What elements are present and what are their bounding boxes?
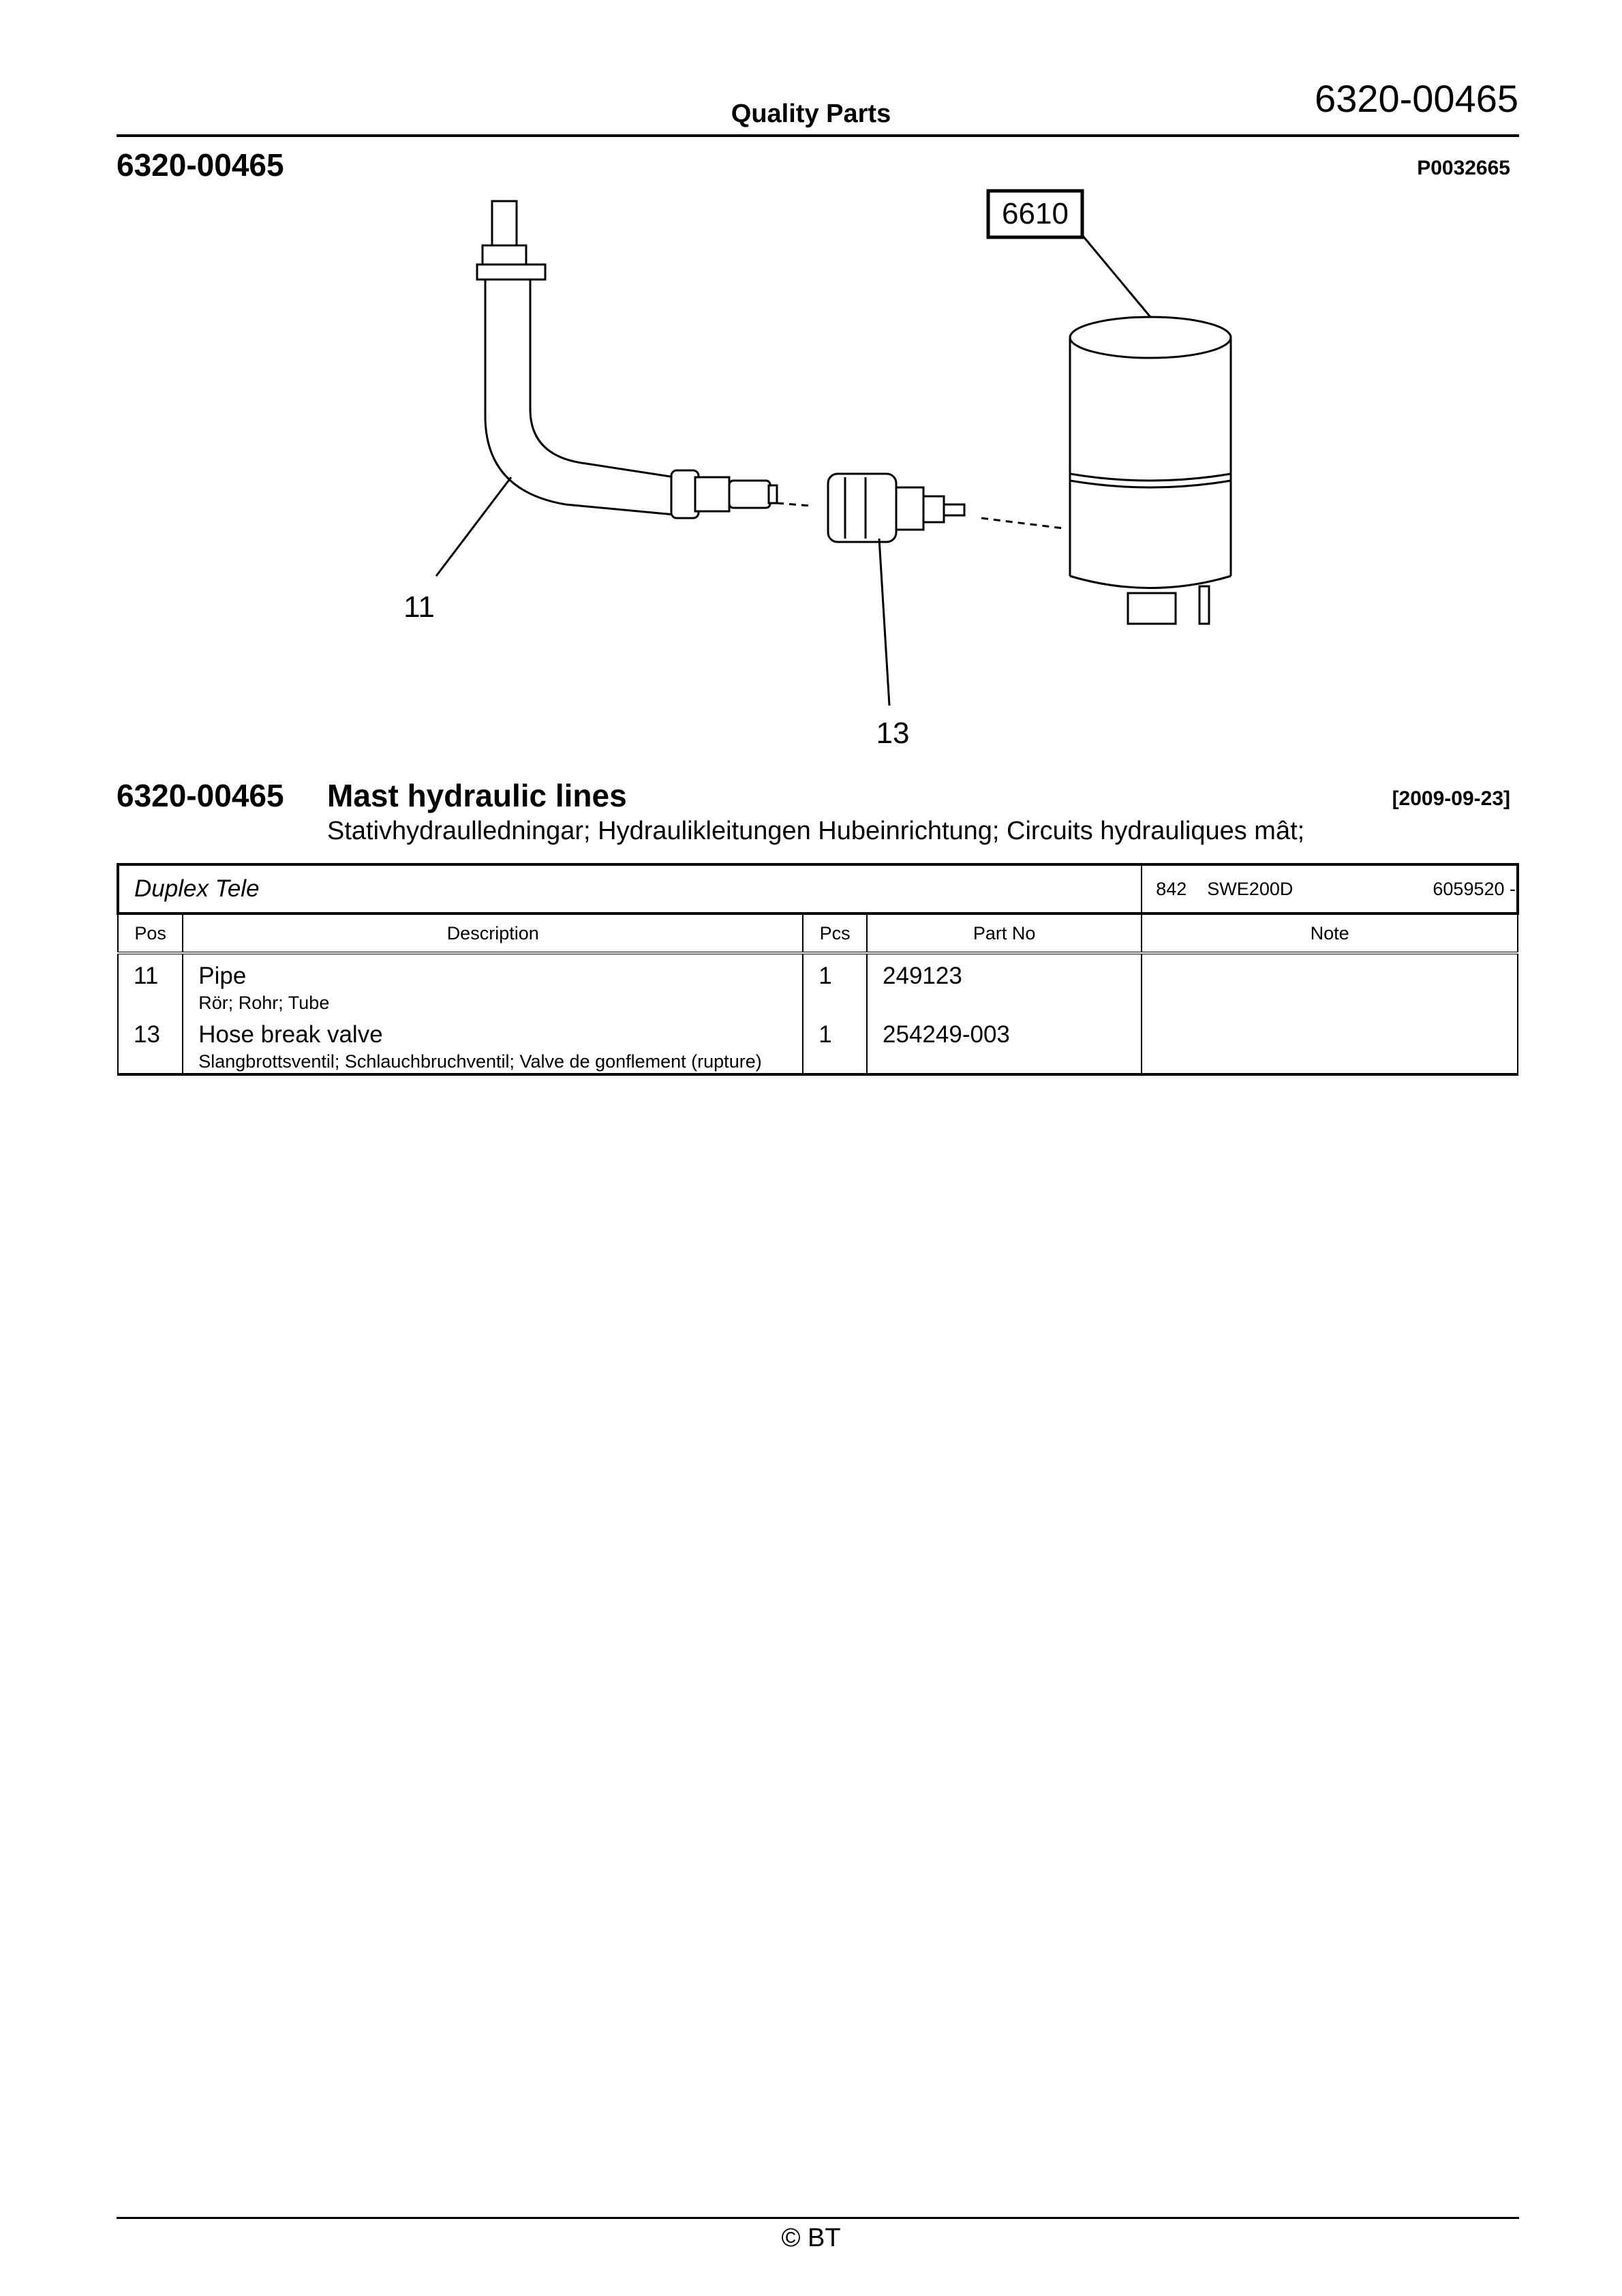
section-date: [2009-09-23] xyxy=(1392,787,1510,810)
col-description: Description xyxy=(183,913,803,953)
pipe-part-11 xyxy=(477,201,777,518)
row-note xyxy=(1142,958,1518,1017)
table-header-row xyxy=(118,913,1518,953)
section-name: Mast hydraulic lines xyxy=(327,778,627,813)
row-pcs: 1 xyxy=(803,1017,867,1074)
picture-id: P0032665 xyxy=(1417,157,1510,179)
model-info xyxy=(1142,864,1518,913)
row-pos: 13 xyxy=(118,1017,183,1074)
row-note xyxy=(1142,1017,1518,1074)
row-description xyxy=(183,1017,803,1074)
model-code: 842 xyxy=(1156,878,1187,899)
section-translations: Stativhydraulledningar; Hydraulikleitungen Hubeinrichtung; Circuits hydrauliques mât; xyxy=(327,817,1305,845)
row-pos: 11 xyxy=(118,958,183,1017)
model-serial: 6059520 - xyxy=(1433,878,1516,899)
row-pcs: 1 xyxy=(803,958,867,1017)
exploded-parts-drawing xyxy=(117,177,1519,764)
valve-part-13 xyxy=(828,474,964,542)
callout-13: 13 xyxy=(876,716,910,750)
group-number: 6320-00465 xyxy=(117,147,284,183)
header-title: Quality Parts xyxy=(731,100,891,128)
model-type: SWE200D xyxy=(1207,878,1294,899)
callout-6610: 6610 xyxy=(1002,197,1069,230)
callout-11: 11 xyxy=(403,590,435,624)
cylinder-6610 xyxy=(1070,317,1231,624)
model-name: Duplex Tele xyxy=(118,864,1142,913)
row-desc-main: Hose break valve xyxy=(198,1021,383,1048)
section-number: 6320-00465 xyxy=(117,778,284,813)
row-desc-main: Pipe xyxy=(198,963,247,989)
col-note: Note xyxy=(1142,913,1518,953)
row-desc-trans: Slangbrottsventil; Schlauchbruchventil; Valve de gonflement (rupture) xyxy=(198,1051,762,1072)
row-desc-trans: Rör; Rohr; Tube xyxy=(198,993,330,1013)
col-part-no: Part No xyxy=(867,913,1142,953)
footer-rule xyxy=(117,2217,1519,2219)
header-doc-number: 6320-00465 xyxy=(1315,77,1518,120)
table-row xyxy=(118,958,1518,1017)
footer-copyright: © BT xyxy=(781,2224,841,2252)
parts-table xyxy=(117,863,1519,1076)
col-pos: Pos xyxy=(118,913,183,953)
header-rule xyxy=(117,134,1519,137)
table-row xyxy=(118,1017,1518,1074)
row-part-no: 254249-003 xyxy=(867,1017,1142,1074)
row-description xyxy=(183,958,803,1017)
model-row xyxy=(118,864,1518,913)
row-part-no: 249123 xyxy=(867,958,1142,1017)
col-pcs: Pcs xyxy=(803,913,867,953)
